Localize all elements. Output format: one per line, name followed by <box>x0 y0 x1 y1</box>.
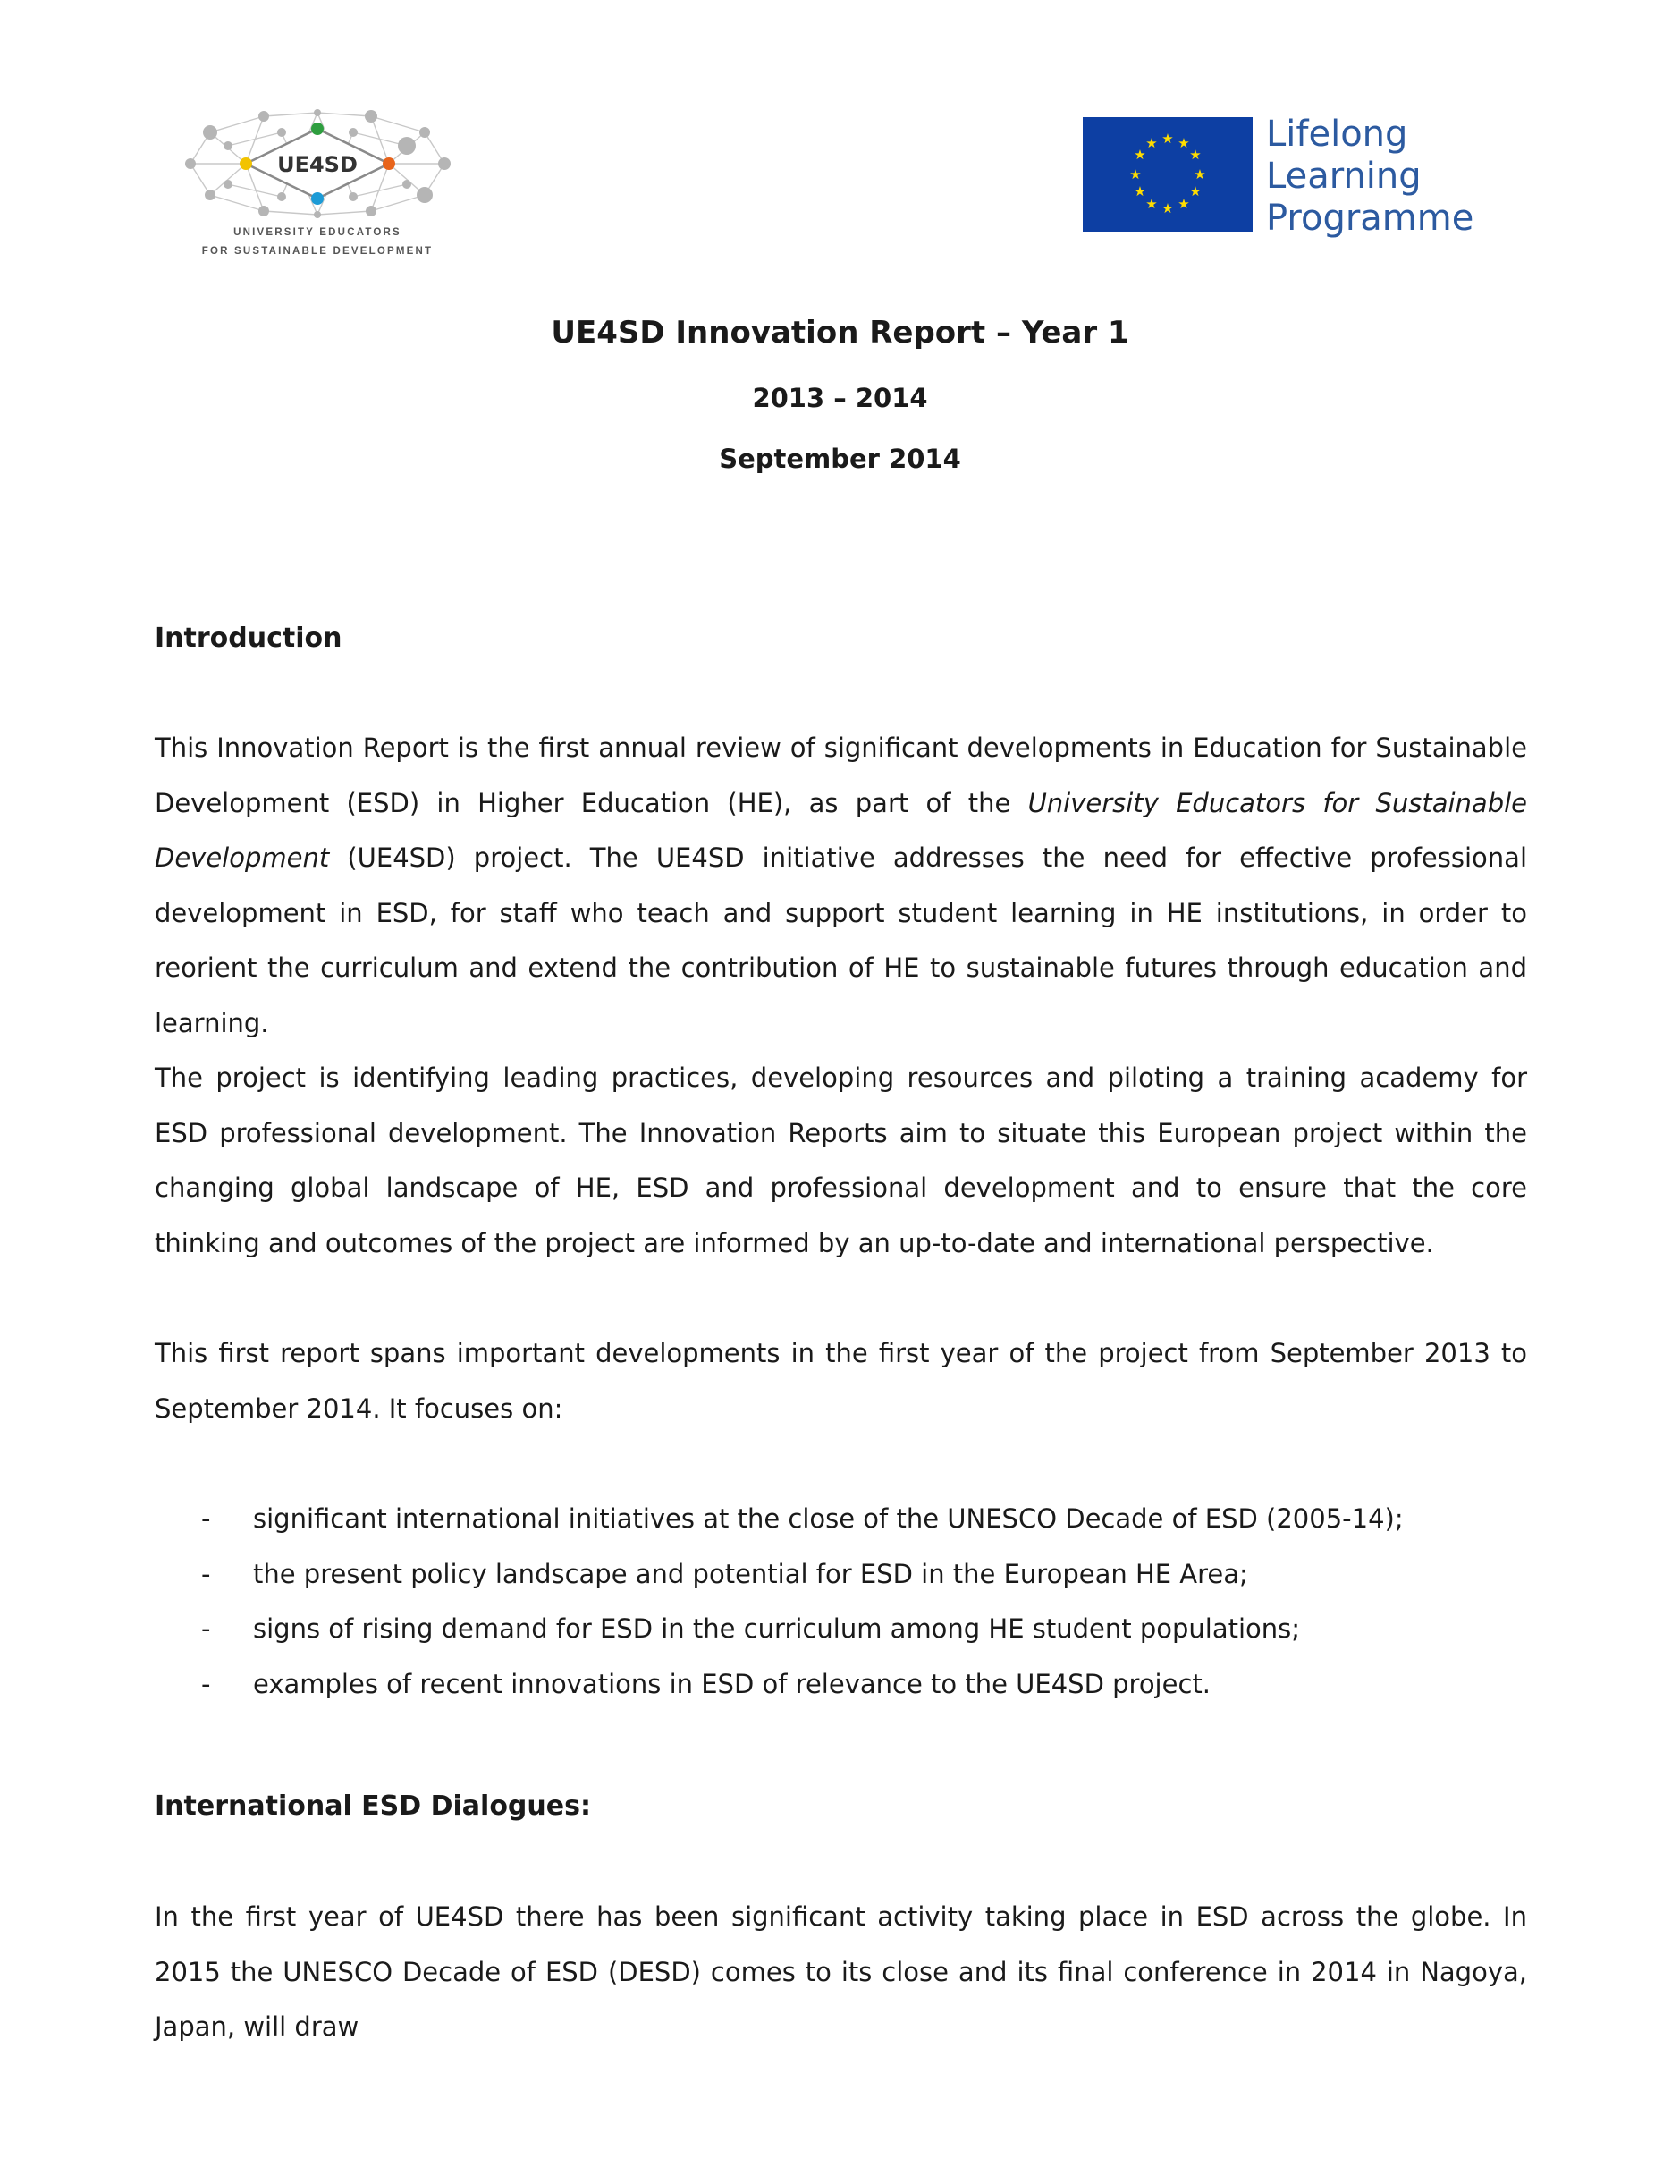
intro-p1-text-b: (UE4SD) project. The UE4SD initiative addresses the need for effective professional development in ESD, for staff who teach and support student learning in HE institutions, in order to reorient the curriculum and extend the contribution of HE to sustainable futures through education and learning. <box>155 842 1527 1038</box>
ue4sd-logo <box>183 106 469 267</box>
svg-text:★: ★ <box>1134 147 1146 163</box>
svg-text:★: ★ <box>1145 135 1158 151</box>
report-years: 2013 – 2014 <box>752 383 928 413</box>
introduction-paragraph-1-block <box>155 721 1527 1051</box>
llp-line-2: Learning <box>1266 156 1422 197</box>
introduction-heading-block <box>155 611 1527 666</box>
svg-text:★: ★ <box>1134 183 1146 199</box>
svg-text:★: ★ <box>1189 183 1202 199</box>
focus-list-block <box>155 1492 1527 1712</box>
svg-text:★: ★ <box>1189 147 1202 163</box>
introduction-paragraph-2: The project is identifying leading practices, developing resources and piloting a training academy for ESD professional development. The Innovation Reports aim to situate this European project within the changing global landscape of HE, ESD and professional development and to ensure that the core thinking and outcomes of the project are informed by an up-to-date and international perspective. <box>155 1062 1527 1258</box>
orange-node-icon <box>383 157 395 170</box>
list-item: - significant international initiatives at the close of the UNESCO Decade of ESD (2005-14); <box>155 1492 1527 1547</box>
network-graphic <box>183 106 452 222</box>
report-title: UE4SD Innovation Report – Year 1 <box>551 315 1129 351</box>
svg-text:★: ★ <box>1178 196 1190 212</box>
introduction-paragraph-2-block <box>155 1051 1527 1271</box>
list-item: - signs of rising demand for ESD in the curriculum among HE student populations; <box>155 1602 1527 1657</box>
svg-text:★: ★ <box>1161 200 1174 216</box>
svg-text:★: ★ <box>1145 196 1158 212</box>
eu-stars-icon <box>1083 117 1253 232</box>
introduction-heading: Introduction <box>155 622 342 654</box>
introduction-paragraph-1 <box>155 721 1527 1051</box>
svg-text:★: ★ <box>1178 135 1190 151</box>
svg-text:★: ★ <box>1129 166 1142 182</box>
intro-p1-project-name: University Educators for Sustainable Development <box>155 787 1528 873</box>
intro-p1-text-a: This Innovation Report is the first annual review of significant developments in Education for Sustainable Development (ESD) in Higher Education (HE), as part of the <box>155 732 1527 818</box>
ue4sd-caption <box>183 224 452 261</box>
yellow-node-icon <box>240 157 252 170</box>
green-node-icon <box>311 123 324 135</box>
ue4sd-caption-line-1: UNIVERSITY EDUCATORS <box>233 227 401 238</box>
llp-line-1: Lifelong <box>1266 114 1408 155</box>
dialogues-paragraph-1-block <box>155 1890 1527 2055</box>
svg-text:★: ★ <box>1161 131 1174 147</box>
llp-wordmark <box>1266 114 1498 240</box>
bullet-dash: - <box>201 1668 211 1699</box>
llp-logo <box>1083 114 1494 242</box>
dialogues-heading: International ESD Dialogues: <box>155 1790 591 1822</box>
svg-text:★: ★ <box>1194 166 1206 182</box>
dialogues-paragraph-1: In the first year of UE4SD there has been significant activity taking place in ESD across the globe. In 2015 the UNESCO Decade of ESD (DESD) comes to its close and its final conference in 2014 in Nagoya, Japan, will draw <box>155 1901 1527 2042</box>
list-item: - examples of recent innovations in ESD of relevance to the UE4SD project. <box>155 1657 1527 1713</box>
blue-node-icon <box>311 192 324 205</box>
list-item: - the present policy landscape and potential for ESD in the European HE Area; <box>155 1547 1527 1603</box>
introduction-paragraph-3: This first report spans important developments in the first year of the project from September 2013 to September 2014. It focuses on: <box>155 1338 1527 1424</box>
ue4sd-wordmark: UE4SD <box>277 152 358 177</box>
llp-line-3: Programme <box>1266 198 1474 239</box>
report-date: September 2014 <box>719 444 961 474</box>
dialogues-heading-block <box>155 1779 1527 1834</box>
bullet-dash: - <box>201 1613 211 1644</box>
focus-list <box>155 1492 1527 1712</box>
eu-flag <box>1083 117 1253 232</box>
bullet-dash: - <box>201 1503 211 1534</box>
introduction-paragraph-3-block <box>155 1326 1527 1436</box>
ue4sd-caption-line-2: FOR SUSTAINABLE DEVELOPMENT <box>201 246 434 257</box>
bullet-dash: - <box>201 1558 211 1589</box>
